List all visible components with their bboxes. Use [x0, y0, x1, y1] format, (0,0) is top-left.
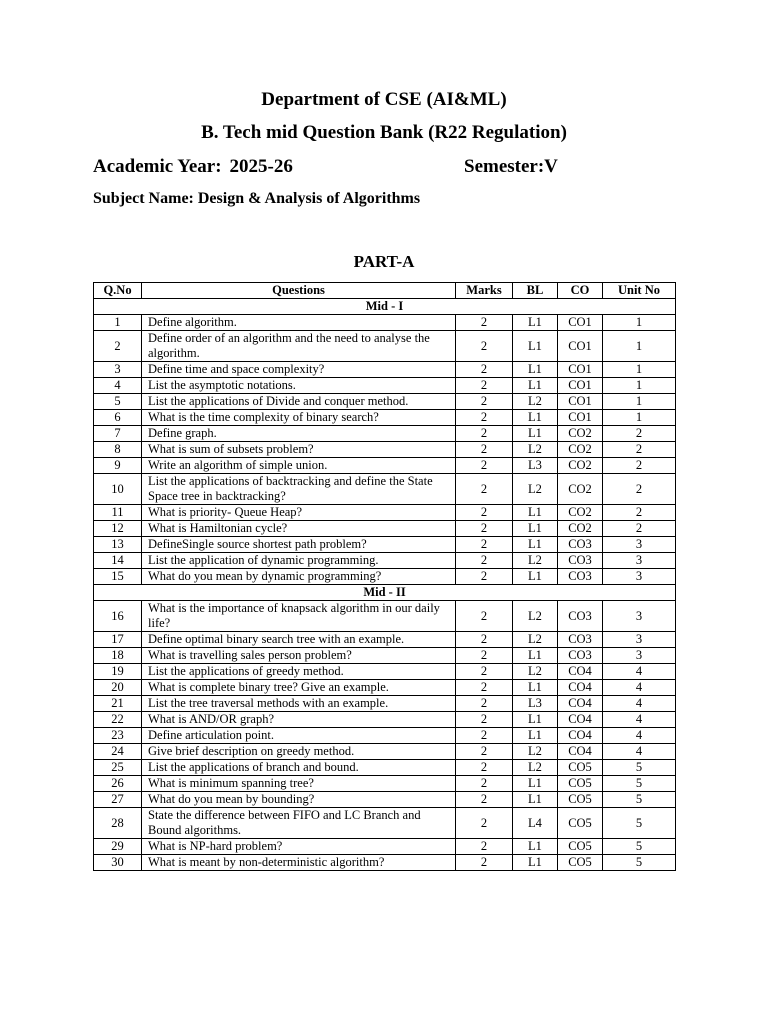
question-text: Define order of an algorithm and the need to analyse the algorithm.	[142, 331, 456, 362]
question-text: Give brief description on greedy method.	[142, 744, 456, 760]
unit-number-cell: 4	[603, 664, 676, 680]
unit-number-cell: 4	[603, 728, 676, 744]
question-text: DefineSingle source shortest path problem?	[142, 537, 456, 553]
question-table	[93, 282, 676, 871]
unit-number-cell: 1	[603, 378, 676, 394]
semester: Semester:V	[464, 156, 558, 177]
bloom-level-cell: L1	[513, 426, 558, 442]
bloom-level-cell: L1	[513, 331, 558, 362]
question-text: Define time and space complexity?	[142, 362, 456, 378]
unit-number-cell: 5	[603, 776, 676, 792]
table-row	[94, 537, 676, 553]
unit-number-cell: 2	[603, 521, 676, 537]
question-number: 4	[94, 378, 142, 394]
table-row	[94, 712, 676, 728]
marks-cell: 2	[456, 728, 513, 744]
column-header: Questions	[142, 283, 456, 299]
question-number: 20	[94, 680, 142, 696]
bloom-level-cell: L1	[513, 728, 558, 744]
unit-number-cell: 4	[603, 744, 676, 760]
question-text: Define graph.	[142, 426, 456, 442]
question-text: List the asymptotic notations.	[142, 378, 456, 394]
section-title: Mid - II	[94, 585, 676, 601]
question-text: State the difference between FIFO and LC Branch and Bound algorithms.	[142, 808, 456, 839]
table-row	[94, 696, 676, 712]
course-outcome-cell: CO1	[558, 315, 603, 331]
question-number: 26	[94, 776, 142, 792]
section-row	[94, 299, 676, 315]
marks-cell: 2	[456, 505, 513, 521]
unit-number-cell: 1	[603, 315, 676, 331]
academic-year	[93, 156, 293, 178]
question-number: 25	[94, 760, 142, 776]
question-text: List the tree traversal methods with an example.	[142, 696, 456, 712]
table-row	[94, 474, 676, 505]
course-outcome-cell: CO1	[558, 331, 603, 362]
course-outcome-cell: CO5	[558, 839, 603, 855]
question-text: List the applications of branch and bound.	[142, 760, 456, 776]
course-outcome-cell: CO2	[558, 458, 603, 474]
marks-cell: 2	[456, 744, 513, 760]
question-number: 12	[94, 521, 142, 537]
marks-cell: 2	[456, 632, 513, 648]
bloom-level-cell: L2	[513, 553, 558, 569]
marks-cell: 2	[456, 839, 513, 855]
bloom-level-cell: L1	[513, 792, 558, 808]
unit-number-cell: 3	[603, 632, 676, 648]
table-row	[94, 839, 676, 855]
bloom-level-cell: L1	[513, 505, 558, 521]
marks-cell: 2	[456, 458, 513, 474]
question-text: What is the time complexity of binary search?	[142, 410, 456, 426]
question-number: 18	[94, 648, 142, 664]
marks-cell: 2	[456, 855, 513, 871]
bloom-level-cell: L1	[513, 648, 558, 664]
section-title: Mid - I	[94, 299, 676, 315]
column-header: Q.No	[94, 283, 142, 299]
table-row	[94, 553, 676, 569]
document-title: B. Tech mid Question Bank (R22 Regulation)	[201, 122, 567, 143]
bloom-level-cell: L2	[513, 760, 558, 776]
course-outcome-cell: CO5	[558, 808, 603, 839]
bloom-level-cell: L3	[513, 458, 558, 474]
marks-cell: 2	[456, 410, 513, 426]
bloom-level-cell: L1	[513, 537, 558, 553]
bloom-level-cell: L1	[513, 839, 558, 855]
marks-cell: 2	[456, 315, 513, 331]
question-number: 7	[94, 426, 142, 442]
marks-cell: 2	[456, 331, 513, 362]
question-number: 11	[94, 505, 142, 521]
question-text: What is Hamiltonian cycle?	[142, 521, 456, 537]
academic-year-label: Academic Year:	[93, 156, 222, 177]
table-row	[94, 442, 676, 458]
bloom-level-cell: L2	[513, 442, 558, 458]
question-number: 1	[94, 315, 142, 331]
question-text: What do you mean by dynamic programming?	[142, 569, 456, 585]
question-number: 28	[94, 808, 142, 839]
unit-number-cell: 2	[603, 505, 676, 521]
marks-cell: 2	[456, 537, 513, 553]
table-row	[94, 394, 676, 410]
course-outcome-cell: CO3	[558, 648, 603, 664]
question-table-body	[94, 299, 676, 871]
table-row	[94, 601, 676, 632]
unit-number-cell: 2	[603, 474, 676, 505]
table-row	[94, 648, 676, 664]
marks-cell: 2	[456, 601, 513, 632]
unit-number-cell: 2	[603, 442, 676, 458]
unit-number-cell: 1	[603, 362, 676, 378]
bloom-level-cell: L2	[513, 601, 558, 632]
question-number: 17	[94, 632, 142, 648]
question-number: 15	[94, 569, 142, 585]
question-number: 10	[94, 474, 142, 505]
question-number: 22	[94, 712, 142, 728]
question-text: What is priority- Queue Heap?	[142, 505, 456, 521]
table-row	[94, 426, 676, 442]
course-outcome-cell: CO2	[558, 521, 603, 537]
column-header: CO	[558, 283, 603, 299]
question-number: 29	[94, 839, 142, 855]
table-row	[94, 792, 676, 808]
marks-cell: 2	[456, 776, 513, 792]
question-number: 3	[94, 362, 142, 378]
table-row	[94, 680, 676, 696]
bloom-level-cell: L2	[513, 474, 558, 505]
unit-number-cell: 5	[603, 855, 676, 871]
bloom-level-cell: L1	[513, 680, 558, 696]
subject-name: Subject Name: Design & Analysis of Algorithms	[93, 190, 421, 207]
question-text: Define algorithm.	[142, 315, 456, 331]
unit-number-cell: 5	[603, 808, 676, 839]
bloom-level-cell: L1	[513, 378, 558, 394]
bloom-level-cell: L1	[513, 776, 558, 792]
marks-cell: 2	[456, 426, 513, 442]
bloom-level-cell: L1	[513, 712, 558, 728]
unit-number-cell: 3	[603, 537, 676, 553]
course-outcome-cell: CO1	[558, 362, 603, 378]
table-row	[94, 728, 676, 744]
table-row	[94, 458, 676, 474]
question-text: What is sum of subsets problem?	[142, 442, 456, 458]
bloom-level-cell: L2	[513, 744, 558, 760]
question-number: 14	[94, 553, 142, 569]
question-text: List the applications of backtracking and define the State Space tree in backtracking?	[142, 474, 456, 505]
table-row	[94, 331, 676, 362]
course-outcome-cell: CO4	[558, 728, 603, 744]
course-outcome-cell: CO5	[558, 760, 603, 776]
course-outcome-cell: CO4	[558, 664, 603, 680]
academic-year-value: 2025-26	[229, 156, 293, 177]
marks-cell: 2	[456, 362, 513, 378]
unit-number-cell: 3	[603, 569, 676, 585]
question-number: 16	[94, 601, 142, 632]
table-row	[94, 378, 676, 394]
unit-number-cell: 3	[603, 553, 676, 569]
marks-cell: 2	[456, 394, 513, 410]
question-number: 6	[94, 410, 142, 426]
course-outcome-cell: CO3	[558, 601, 603, 632]
marks-cell: 2	[456, 808, 513, 839]
question-text: Write an algorithm of simple union.	[142, 458, 456, 474]
question-text: Define articulation point.	[142, 728, 456, 744]
unit-number-cell: 2	[603, 426, 676, 442]
course-outcome-cell: CO5	[558, 792, 603, 808]
course-outcome-cell: CO3	[558, 569, 603, 585]
question-text: What is AND/OR graph?	[142, 712, 456, 728]
table-row	[94, 315, 676, 331]
table-row	[94, 744, 676, 760]
marks-cell: 2	[456, 680, 513, 696]
question-text: What is NP-hard problem?	[142, 839, 456, 855]
question-text: What is meant by non-deterministic algorithm?	[142, 855, 456, 871]
question-text: What do you mean by bounding?	[142, 792, 456, 808]
unit-number-cell: 5	[603, 760, 676, 776]
unit-number-cell: 5	[603, 839, 676, 855]
unit-number-cell: 5	[603, 792, 676, 808]
bloom-level-cell: L3	[513, 696, 558, 712]
course-outcome-cell: CO2	[558, 474, 603, 505]
column-header: Unit No	[603, 283, 676, 299]
unit-number-cell: 1	[603, 410, 676, 426]
unit-number-cell: 1	[603, 331, 676, 362]
question-text: Define optimal binary search tree with an example.	[142, 632, 456, 648]
table-row	[94, 855, 676, 871]
bloom-level-cell: L4	[513, 808, 558, 839]
unit-number-cell: 4	[603, 712, 676, 728]
course-outcome-cell: CO1	[558, 378, 603, 394]
question-text: List the application of dynamic programming.	[142, 553, 456, 569]
unit-number-cell: 1	[603, 394, 676, 410]
course-outcome-cell: CO3	[558, 537, 603, 553]
question-number: 5	[94, 394, 142, 410]
question-number: 8	[94, 442, 142, 458]
question-text: List the applications of Divide and conquer method.	[142, 394, 456, 410]
bloom-level-cell: L1	[513, 315, 558, 331]
bloom-level-cell: L1	[513, 521, 558, 537]
question-text: What is the importance of knapsack algorithm in our daily life?	[142, 601, 456, 632]
column-header: Marks	[456, 283, 513, 299]
unit-number-cell: 3	[603, 648, 676, 664]
course-outcome-cell: CO5	[558, 855, 603, 871]
course-outcome-cell: CO1	[558, 410, 603, 426]
marks-cell: 2	[456, 648, 513, 664]
bloom-level-cell: L1	[513, 569, 558, 585]
question-text: What is complete binary tree? Give an example.	[142, 680, 456, 696]
table-row	[94, 569, 676, 585]
table-row	[94, 362, 676, 378]
part-title: PART-A	[353, 252, 415, 271]
unit-number-cell: 4	[603, 680, 676, 696]
table-row	[94, 776, 676, 792]
department-title: Department of CSE (AI&ML)	[261, 89, 507, 110]
marks-cell: 2	[456, 664, 513, 680]
course-outcome-cell: CO3	[558, 632, 603, 648]
course-outcome-cell: CO4	[558, 744, 603, 760]
question-number: 13	[94, 537, 142, 553]
course-outcome-cell: CO5	[558, 776, 603, 792]
unit-number-cell: 2	[603, 458, 676, 474]
bloom-level-cell: L1	[513, 362, 558, 378]
question-number: 23	[94, 728, 142, 744]
table-row	[94, 632, 676, 648]
course-outcome-cell: CO1	[558, 394, 603, 410]
marks-cell: 2	[456, 442, 513, 458]
bloom-level-cell: L2	[513, 664, 558, 680]
question-text: What is minimum spanning tree?	[142, 776, 456, 792]
question-number: 2	[94, 331, 142, 362]
course-outcome-cell: CO4	[558, 712, 603, 728]
table-row	[94, 664, 676, 680]
table-row	[94, 521, 676, 537]
marks-cell: 2	[456, 792, 513, 808]
course-outcome-cell: CO4	[558, 680, 603, 696]
marks-cell: 2	[456, 474, 513, 505]
question-number: 9	[94, 458, 142, 474]
column-header: BL	[513, 283, 558, 299]
marks-cell: 2	[456, 712, 513, 728]
course-outcome-cell: CO2	[558, 442, 603, 458]
course-outcome-cell: CO3	[558, 553, 603, 569]
table-row	[94, 808, 676, 839]
course-outcome-cell: CO2	[558, 426, 603, 442]
bloom-level-cell: L2	[513, 632, 558, 648]
section-row	[94, 585, 676, 601]
question-number: 21	[94, 696, 142, 712]
question-number: 30	[94, 855, 142, 871]
marks-cell: 2	[456, 696, 513, 712]
bloom-level-cell: L1	[513, 410, 558, 426]
marks-cell: 2	[456, 553, 513, 569]
marks-cell: 2	[456, 378, 513, 394]
question-number: 24	[94, 744, 142, 760]
table-row	[94, 505, 676, 521]
unit-number-cell: 3	[603, 601, 676, 632]
table-row	[94, 760, 676, 776]
question-number: 19	[94, 664, 142, 680]
table-header-row	[94, 283, 676, 299]
course-outcome-cell: CO2	[558, 505, 603, 521]
question-text: List the applications of greedy method.	[142, 664, 456, 680]
question-number: 27	[94, 792, 142, 808]
marks-cell: 2	[456, 569, 513, 585]
marks-cell: 2	[456, 760, 513, 776]
question-text: What is travelling sales person problem?	[142, 648, 456, 664]
unit-number-cell: 4	[603, 696, 676, 712]
course-outcome-cell: CO4	[558, 696, 603, 712]
table-row	[94, 410, 676, 426]
bloom-level-cell: L2	[513, 394, 558, 410]
marks-cell: 2	[456, 521, 513, 537]
bloom-level-cell: L1	[513, 855, 558, 871]
